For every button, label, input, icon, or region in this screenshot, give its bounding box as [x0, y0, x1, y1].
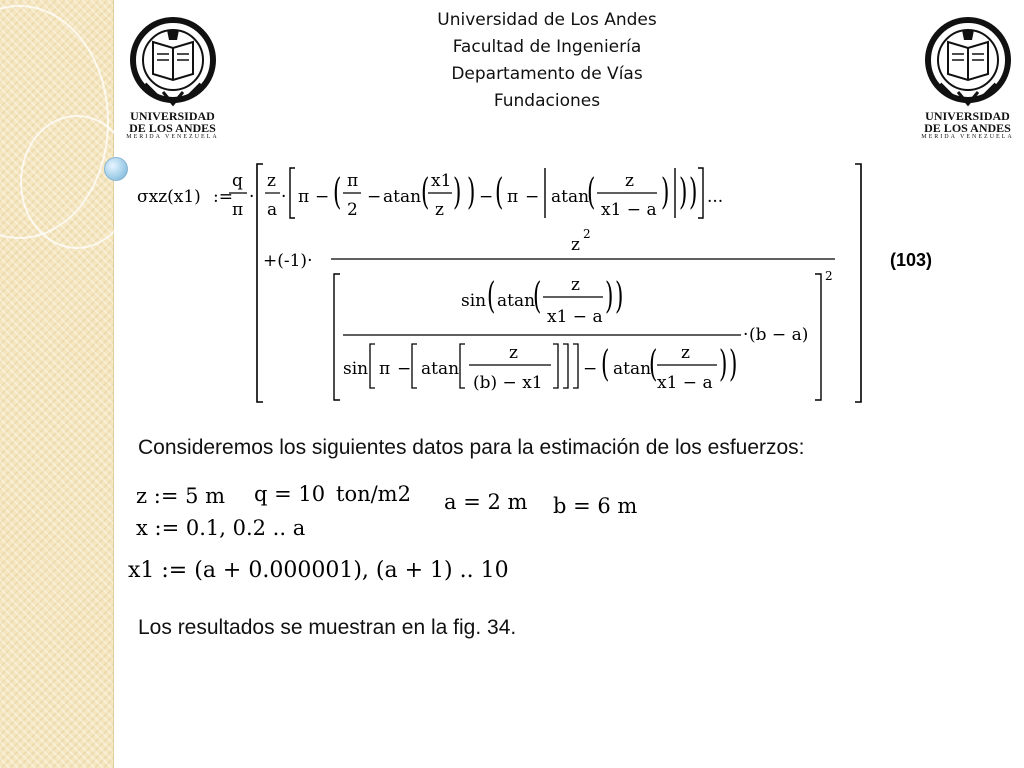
- university-logo-right: [920, 12, 1015, 152]
- svg-text:(: (: [421, 170, 430, 213]
- svg-text:(: (: [587, 170, 596, 213]
- equation-number: (103): [890, 250, 933, 270]
- eq-sin-2: sin: [343, 359, 369, 379]
- eq-lhs: σxz(x1): [137, 187, 201, 207]
- eq-exp-2: 2: [583, 227, 591, 241]
- eq-atan-4: atan: [421, 359, 460, 379]
- svg-text:): ): [453, 170, 462, 213]
- eq-two: 2: [347, 200, 358, 220]
- svg-text:): ): [679, 170, 688, 213]
- eq-x1-minus-a-3: x1 − a: [657, 373, 713, 393]
- eq-exp-2b: 2: [825, 269, 833, 283]
- svg-text:(: (: [601, 342, 610, 385]
- logo-title-line1: UNIVERSIDAD: [130, 109, 215, 123]
- university-logo-left: [125, 12, 220, 152]
- logo-title-line2: DE LOS ANDES: [924, 121, 1011, 135]
- svg-text:(: (: [533, 274, 542, 317]
- logo-title-line1: UNIVERSIDAD: [925, 109, 1010, 123]
- svg-text:): ): [689, 170, 698, 213]
- svg-text:−: −: [583, 359, 598, 379]
- header-course: Fundaciones: [493, 91, 601, 111]
- svg-text:·: ·: [281, 187, 287, 207]
- header-university: Universidad de Los Andes: [437, 10, 657, 30]
- eq-z: z: [267, 171, 276, 191]
- q-definition: q = 10: [254, 482, 326, 506]
- eq-atan-5: atan: [613, 359, 652, 379]
- equation-graphic: [135, 160, 875, 405]
- university-seal-icon: [922, 12, 1014, 110]
- svg-text:): ): [615, 274, 624, 317]
- a-definition: a = 2 m: [444, 490, 528, 514]
- decorative-dot: [104, 157, 128, 181]
- logo-title-line2: DE LOS ANDES: [129, 121, 216, 135]
- svg-text:−: −: [315, 187, 330, 207]
- svg-text:): ): [719, 342, 728, 385]
- eq-sin: sin: [461, 291, 487, 311]
- header-faculty: Facultad de Ingeniería: [452, 37, 642, 57]
- eq-pi-4: π: [507, 187, 519, 207]
- eq-q: q: [232, 171, 243, 191]
- eq-pi-5: π: [379, 359, 391, 379]
- q-unit: ton/m2: [336, 482, 411, 506]
- eq-z-squared: z: [571, 235, 580, 255]
- z-definition: z := 5 m: [136, 484, 226, 508]
- eq-pi-2: π: [298, 187, 310, 207]
- eq-b-minus-a: (b − a): [749, 325, 809, 345]
- svg-text:−: −: [397, 359, 412, 379]
- svg-text:): ): [661, 170, 670, 213]
- svg-text:(: (: [495, 170, 504, 213]
- x-definition: x := 0.1, 0.2 .. a: [136, 516, 306, 540]
- logo-subtitle: MERIDA VENEZUELA: [921, 134, 1014, 140]
- svg-text:−: −: [367, 187, 382, 207]
- svg-text:(: (: [333, 170, 342, 213]
- svg-text:−: −: [479, 187, 494, 207]
- eq-ellipsis: ...: [707, 187, 724, 207]
- decorative-arc: [20, 115, 134, 249]
- eq-pi-3: π: [347, 171, 359, 191]
- eq-z-3: z: [625, 171, 634, 191]
- svg-text:(: (: [486, 274, 496, 317]
- eq-x1-minus-a: x1 − a: [601, 200, 657, 220]
- eq-x1: x1: [431, 171, 452, 191]
- stress-equation: [135, 160, 875, 405]
- logo-subtitle: MERIDA VENEZUELA: [126, 134, 219, 140]
- eq-pi: π: [232, 200, 244, 220]
- svg-text:): ): [729, 342, 738, 385]
- eq-plus-minus-one: +(-1)·: [263, 251, 313, 271]
- eq-atan-3: atan: [497, 291, 536, 311]
- eq-a: a: [267, 200, 278, 220]
- eq-atan: atan: [383, 187, 422, 207]
- svg-text:(: (: [649, 342, 658, 385]
- b-definition: b = 6 m: [553, 494, 638, 518]
- eq-x1-minus-a-2: x1 − a: [547, 307, 603, 327]
- university-seal-icon: [127, 12, 219, 110]
- x1-definition: x1 := (a + 0.000001), (a + 1) .. 10: [128, 558, 509, 583]
- svg-text:): ): [605, 274, 614, 317]
- eq-z-6: z: [681, 343, 690, 363]
- results-paragraph: Los resultados se muestran en la fig. 34.: [138, 616, 517, 639]
- eq-z-4: z: [571, 275, 580, 295]
- eq-b-minus-x1: (b) − x1: [473, 373, 543, 393]
- eq-atan-2: atan: [551, 187, 590, 207]
- svg-text:): ): [467, 170, 476, 213]
- svg-text:·: ·: [249, 187, 255, 207]
- svg-text:·: ·: [743, 325, 749, 345]
- eq-assign: :=: [213, 187, 233, 207]
- intro-paragraph: Consideremos los siguientes datos para la estimación de los esfuerzos:: [138, 436, 805, 459]
- eq-z-5: z: [509, 343, 518, 363]
- header-department: Departamento de Vías: [451, 64, 643, 84]
- eq-z-2: z: [435, 200, 444, 220]
- slide-header: [300, 7, 794, 115]
- svg-text:−: −: [525, 187, 540, 207]
